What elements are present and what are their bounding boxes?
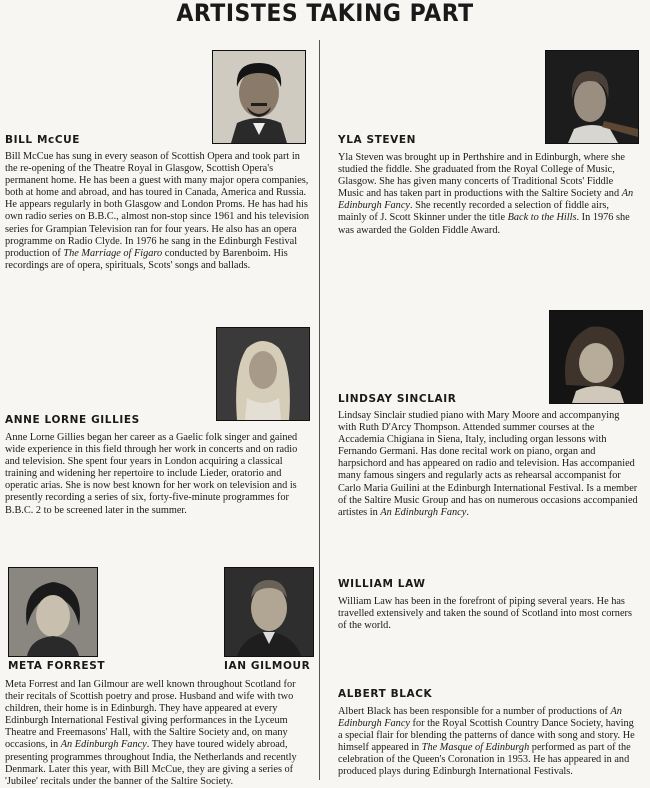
photo-anne-lorne-gillies (216, 327, 310, 421)
artist-bio-yla-steven: Yla Steven was brought up in Perthshire and in Edinburgh, where she studied the fiddle. She graduated from the Royal College of Music, Glasgow. She has given many concerts of Traditional Scots' Fiddle Music and has taken part in productions with the Saltire Society and An Edinburgh Fancy. She recently recorded a selection of fiddle airs, mainly of J. Scott Skinner under the title Back to the Hills. In 1976 she was awarded the Golden Fiddle Award. (338, 152, 634, 236)
artist-bio-lindsay-sinclair: Lindsay Sinclair studied piano with Mary Moore and accompanying with Ruth D'Arcy Thompson. Attended summer courses at the Accademia Chigiana in Siena, Italy, including organ lessons with Fernando Germani. Has done recital work on piano, organ and harpsichord and has appeared on radio and television. Has accompanied many famous singers and regularly acts as rehearsal accompanist for Carlo Maria Guilini at the Edinburgh International Festival. Is a member of the Saltire Music Group and has on numerous occasions accompanied artistes in An Edinburgh Fancy. (338, 410, 638, 518)
portrait-ian-gilmour-icon (225, 568, 313, 656)
photo-yla-steven (545, 50, 639, 144)
photo-meta-forrest (8, 567, 98, 657)
artist-name-albert-black: ALBERT BLACK (338, 688, 433, 700)
portrait-lindsay-sinclair-icon (550, 311, 642, 403)
artist-name-meta-forrest: META FORREST (8, 660, 106, 672)
photo-ian-gilmour (224, 567, 314, 657)
artist-name-lindsay-sinclair: LINDSAY SINCLAIR (338, 393, 457, 405)
artist-bio-forrest-gilmour: Meta Forrest and Ian Gilmour are well known throughout Scotland for their recitals of Scottish poetry and prose. Husband and wife with two children, their home is in Edinburgh. They have appeared at every Edinburgh International Festival giving performances in the Lyceum Theatre and Freemasons' Hall, with the Saltire Society and, on many occasions, in An Edinburgh Fancy. They have toured widely abroad, presenting programmes throughout India, the Netherlands and recently Denmark. Later this year, with Bill McCue, they are giving a series of 'Jubilee' recitals under the banner of the Saltire Society. (5, 679, 297, 787)
portrait-yla-steven-icon (546, 51, 638, 143)
portrait-meta-forrest-icon (9, 568, 97, 656)
artist-name-bill-mccue: BILL McCUE (5, 134, 81, 146)
artist-bio-anne-lorne-gillies: Anne Lorne Gillies began her career as a Gaelic folk singer and gained wide experience in this field through her work in concerts and on radio and television. She spent four years in London acquiring a classical training and widening her repertoire to include Lieder, oratorio and operatic arias. She is now best known for her work on television and is presently recording a series of six, forty-five-minute programmes for B.B.C. 2 to be screened later in the summer. (5, 432, 298, 516)
page-title: ARTISTES TAKING PART (176, 0, 474, 28)
photo-lindsay-sinclair (549, 310, 643, 404)
artist-bio-william-law: William Law has been in the forefront of piping several years. He has travelled extensively and taken the sound of Scotland into most corners of the world. (338, 596, 632, 632)
artist-name-anne-lorne-gillies: ANNE LORNE GILLIES (5, 414, 140, 426)
artist-bio-bill-mccue: Bill McCue has sung in every season of Scottish Opera and took part in the re-opening of the Theatre Royal in Glasgow, Scottish Opera's permanent home. He has been a guest with many major opera companies, both at home and abroad, and has toured in Canada, America and Russia. He appears regularly in both Glasgow and London Proms. He has had his own radio series on B.B.C., almost non-stop since 1961 and his television series for Grampian Television ran for four years. He also has an opera programme on Radio Clyde. In 1976 he sang in the Edinburgh Festival production of The Marriage of Figaro conducted by Barenboim. His recordings are of opera, spirituals, Scots' songs and ballads. (5, 151, 310, 271)
artist-name-william-law: WILLIAM LAW (338, 578, 426, 590)
column-divider (319, 40, 320, 780)
portrait-bill-mccue-icon (213, 51, 305, 143)
photo-bill-mccue (212, 50, 306, 144)
artist-bio-albert-black: Albert Black has been responsible for a number of productions of An Edinburgh Fancy for the Royal Scottish Country Dance Society, having a special flair for blending the patterns of dance with song and story. He himself appeared in The Masque of Edinburgh performed as part of the celebration of the Queen's Coronation in 1953. He has appeared in and produced plays during Edinburgh International Festivals. (338, 706, 635, 778)
artist-name-ian-gilmour: IAN GILMOUR (224, 660, 311, 672)
artist-name-yla-steven: YLA STEVEN (338, 134, 417, 146)
portrait-anne-lorne-gillies-icon (217, 328, 309, 420)
